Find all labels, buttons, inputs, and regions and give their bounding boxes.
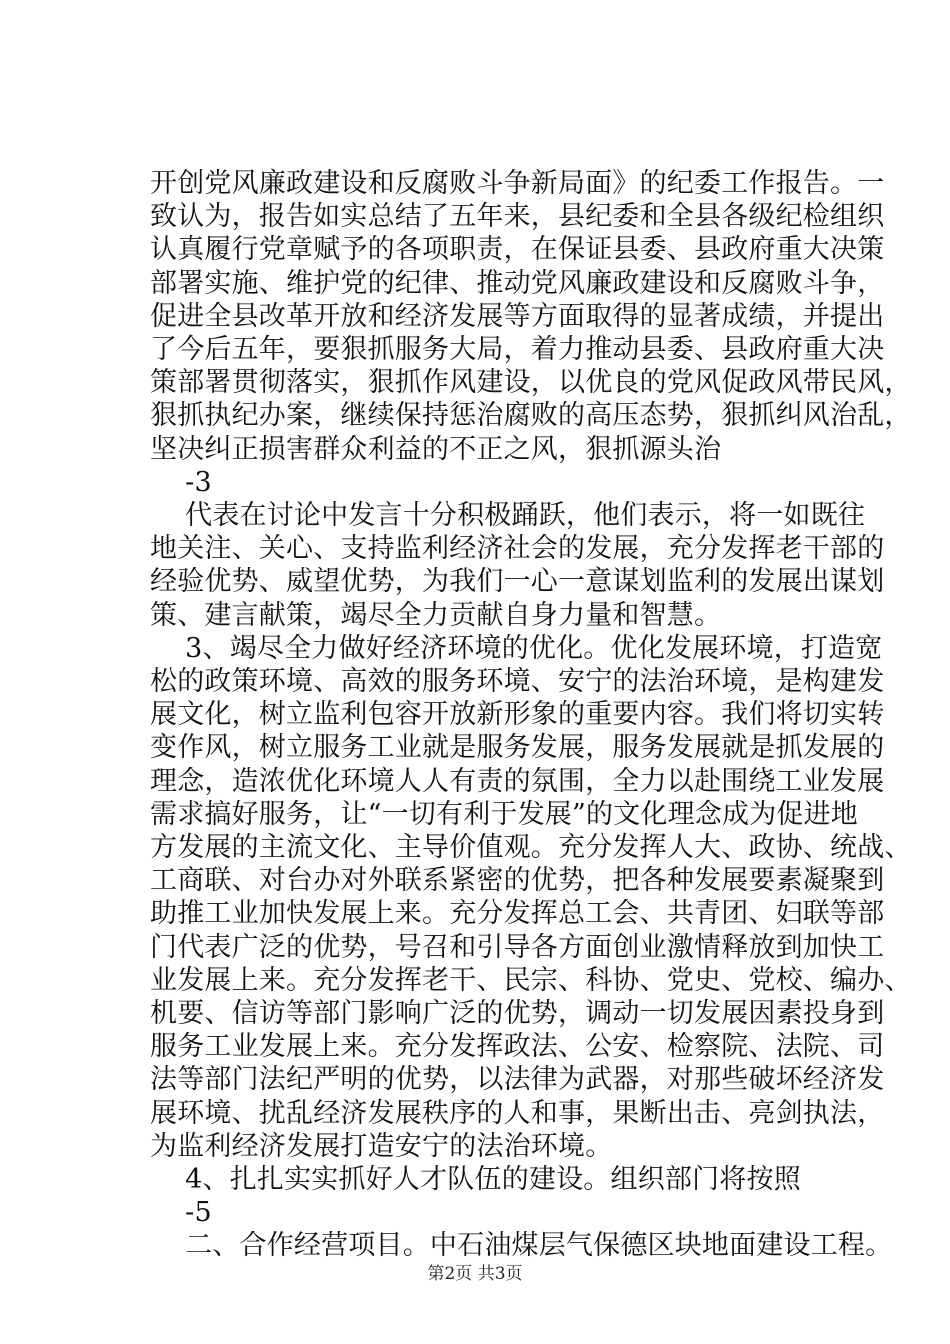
text-line: 法等部门法纪严明的优势，以法律为武器，对那些破坏经济发: [150, 1064, 885, 1095]
text-line: 3、竭尽全力做好经济环境的优化。优化发展环境，打造宽: [150, 633, 883, 664]
text-line: 4、扎扎实实抓好人才队伍的建设。组织部门将按照: [150, 1164, 801, 1195]
page-marker: -3: [150, 467, 212, 498]
page-marker: -5: [150, 1197, 212, 1228]
text-line: 方发展的主流文化、主导价值观。充分发挥人大、政协、统战、: [150, 832, 912, 863]
text-line: 助推工业加快发展上来。充分发挥总工会、共青团、妇联等部: [150, 898, 885, 929]
text-line: 工商联、对台办对外联系紧密的优势，把各种发展要素凝聚到: [150, 865, 885, 896]
text-line: 开创党风廉政建设和反腐败斗争新局面》的纪委工作报告。一: [150, 168, 885, 199]
text-line: 了今后五年，要狠抓服务大局，着力推动县委、县政府重大决: [150, 334, 885, 365]
text-line: 二、合作经营项目。中石油煤层气保德区块地面建设工程。: [150, 1230, 893, 1261]
text-line: 促进全县改革开放和经济发展等方面取得的显著成绩，并提出: [150, 301, 885, 332]
text-line: 策部署贯彻落实，狠抓作风建设，以优良的党风促政风带民风，: [150, 367, 912, 398]
text-line: 业发展上来。充分发挥老干、民宗、科协、党史、党校、编办、: [150, 965, 912, 996]
text-line: 理念，造浓优化环境人人有责的氛围，全力以赴围绕工业发展: [150, 766, 885, 797]
text-line: 需求搞好服务，让“一切有利于发展”的文化理念成为促进地: [150, 799, 859, 830]
text-line: 服务工业发展上来。充分发挥政法、公安、检察院、法院、司: [150, 1031, 885, 1062]
text-line: 坚决纠正损害群众利益的不正之风，狠抓源头治: [150, 434, 722, 465]
text-line: 变作风，树立服务工业就是服务发展，服务发展就是抓发展的: [150, 732, 885, 763]
page-footer: 第2页 共3页: [427, 1264, 523, 1284]
text-line: 地关注、关心、支持监利经济社会的发展，充分发挥老干部的: [150, 533, 885, 564]
text-line: 代表在讨论中发言十分积极踊跃，他们表示，将一如既往: [150, 500, 866, 531]
text-line: 策、建言献策，竭尽全力贡献自身力量和智慧。: [150, 600, 722, 631]
text-line: 松的政策环境、高效的服务环境、安宁的法治环境，是构建发: [150, 666, 885, 697]
text-line: 机要、信访等部门影响广泛的优势，调动一切发展因素投身到: [150, 998, 885, 1029]
text-line: 经验优势、威望优势，为我们一心一意谋划监利的发展出谋划: [150, 566, 885, 597]
text-line: 展文化，树立监利包容开放新形象的重要内容。我们将切实转: [150, 699, 885, 730]
text-line: 为监利经济发展打造安宁的法治环境。: [150, 1131, 613, 1162]
text-line: 部署实施、维护党的纪律、推动党风廉政建设和反腐败斗争，: [150, 268, 885, 299]
text-line: 门代表广泛的优势，号召和引导各方面创业激情释放到加快工: [150, 932, 885, 963]
text-line: 展环境、扰乱经济发展秩序的人和事，果断出击、亮剑执法，: [150, 1098, 885, 1129]
text-line: 致认为，报告如实总结了五年来，县纪委和全县各级纪检组织: [150, 201, 885, 232]
text-line: 认真履行党章赋予的各项职责，在保证县委、县政府重大决策: [150, 234, 885, 265]
text-line: 狠抓执纪办案，继续保持惩治腐败的高压态势，狠抓纠风治乱，: [150, 400, 912, 431]
